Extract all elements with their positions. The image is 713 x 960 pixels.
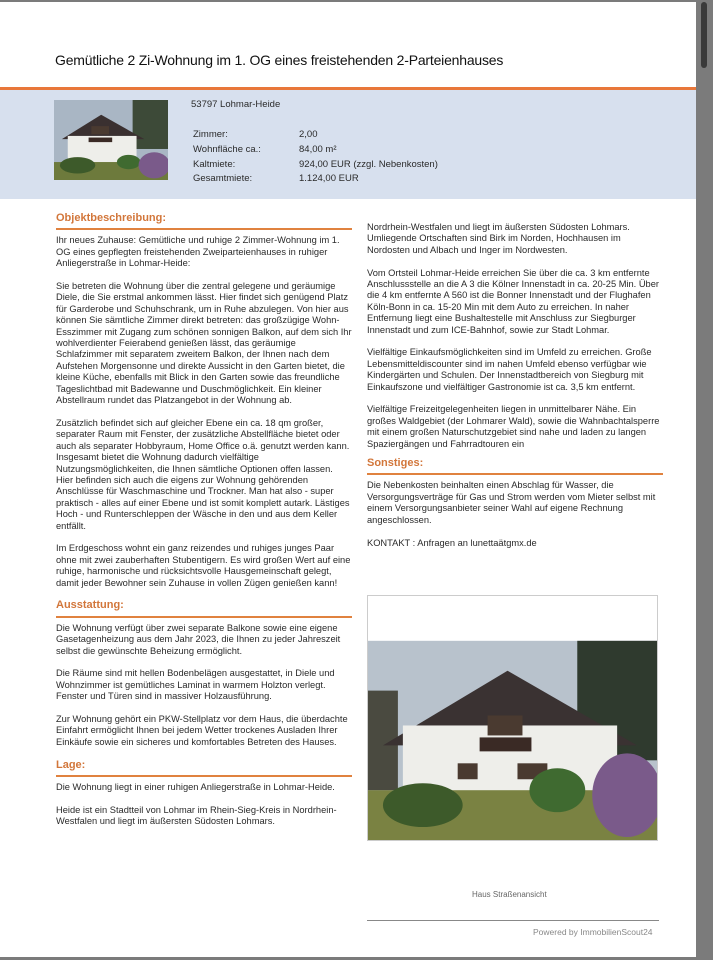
expose-page xyxy=(0,2,696,957)
paragraph: Nordrhein-Westfalen und liegt im äußersten Südosten Lohmars. Umliegende Ortschaften sind Birk im Norden, Hochhausen im Nordosten und Albach und Inger im Nordwesten. xyxy=(367,222,630,255)
fact-value: 1.124,00 EUR xyxy=(299,173,359,184)
footer-powered-by: Powered by ImmobilienScout24 xyxy=(533,927,653,937)
paragraph: Die Wohnung verfügt über zwei separate Balkone sowie eine eigene Gasetagenheizung aus dem Jahr 2023, die Ihnen zu jeder Jahreszeit selbst die gewünschte Beheizung ermöglicht. xyxy=(56,622,341,656)
paragraph: Heide ist ein Stadtteil von Lohmar im Rhein-Sieg-Kreis in Nordrhein-Westfalen und liegt im äußersten Südosten Lohmars. xyxy=(56,804,337,827)
fact-row xyxy=(193,144,337,155)
paragraph: Zusätzlich befindet sich auf gleicher Ebene ein ca. 18 qm großer, separater Raum mit Fenster, der zusätzliche Abstellfläche bietet oder auch als separater Hobbyraum, Home Office o.ä. genutzt werden kann. Insgesamt bietet die Wohnung dadurch vielfältige Nutzungsmöglichkeiten, die Ihnen sämtliche Optionen offen lassen. Hier befinden sich auch die eigens zur Wohnung gehörenden Anschlüsse für Waschmaschine und Trockner. Man hat also - super praktisch - alles auf einer Ebene und ist somit komplett autark. Lästiges Hoch - und Runterschleppen der Wäsche in den und aus dem Keller entfällt. xyxy=(56,417,350,531)
fact-label: Gesamtmiete: xyxy=(193,173,253,184)
heading-lage: Lage: xyxy=(56,760,352,777)
paragraph: Vom Ortsteil Lohmar-Heide erreichen Sie über die ca. 3 km entfernte Anschlussstelle an die A 3 die Kölner Innenstadt in ca. 20-25 Min. Über die 4 km entfernte A 560 ist die Bonner Innenstadt und der Flughafen Köln-Bonn in ca. 15-20 Min mit dem Auto zu erreichen. In naher Entfernung liegt eine Bushaltestelle mit Anschluss zur Siegburger Innenstadt und zum ICE-Bahnhof, sowie zur Stadt Lohmar. xyxy=(367,267,659,335)
fact-value: 924,00 EUR (zzgl. Nebenkosten) xyxy=(299,159,438,170)
heading-ausstattung: Ausstattung: xyxy=(56,600,352,617)
paragraph: Vielfältige Freizeitgelegenheiten liegen in unmittelbarer Nähe. Ein großes Waldgebiet (der Lohmarer Wald), sowie die Wahnbachtalsperre mit einem großen Naturschutzgebiet sind nahe und laden zu langen Spaziergängen und Fahrradtouren ein xyxy=(367,404,660,449)
paragraph: Vielfältige Einkaufsmöglichkeiten sind im Umfeld zu erreichen. Große Lebensmitteldiscounter sind im nahen Umfeld ebenso verfügbar wie Kindergärten und Schulen. Der Innenstadtbereich von Siegburg mit Einkaufszone und vielfältiger Gastronomie ist ca. 3,5 km entfernt. xyxy=(367,347,652,392)
fact-value: 84,00 m² xyxy=(299,144,337,155)
house-photo xyxy=(367,595,658,841)
fact-label: Wohnfläche ca.: xyxy=(193,144,261,155)
fact-label: Kaltmiete: xyxy=(193,159,236,170)
paragraph: Die Wohnung liegt in einer ruhigen Anliegerstraße in Lohmar-Heide. xyxy=(56,781,335,792)
paragraph: Im Erdgeschoss wohnt ein ganz reizendes und ruhiges junges Paar ohne mit zwei zauberhaften Stubentigern. Es wird großen Wert auf eine ruhige, harmonische und rücksichtsvolle Hausgemeinschaft gelegt, damit jeder Bewohner sein Zuhause in vollen Zügen genießen kann! xyxy=(56,543,351,588)
heading-sonstiges: Sonstiges: xyxy=(367,458,663,475)
right-column xyxy=(367,222,663,560)
heading-objektbeschreibung: Objektbeschreibung: xyxy=(56,213,352,230)
paragraph: Die Räume sind mit hellen Bodenbelägen ausgestattet, in Diele und Wohnzimmer ist gemütliches Laminat in warmem Holzton verlegt. Fenster und Türen sind in massiver Holzausführung. xyxy=(56,668,335,702)
fact-row xyxy=(193,173,359,184)
address: 53797 Lohmar-Heide xyxy=(191,99,281,110)
paragraph: Zur Wohnung gehört ein PKW-Stellplatz vor dem Haus, die überdachte Einfahrt ermöglicht Ihnen bei jedem Wetter trockenes Ausladen Ihrer Einkäufe sowie ein sicheres und komfortables Betreten des Hauses. xyxy=(56,713,348,747)
contact-text: KONTAKT : Anfragen an lunettaätgmx.de xyxy=(367,537,537,548)
divider xyxy=(367,920,659,921)
page-title: Gemütliche 2 Zi-Wohnung im 1. OG eines freistehenden 2-Parteienhauses xyxy=(55,52,504,68)
fact-row xyxy=(193,159,438,170)
house-thumbnail xyxy=(54,100,168,180)
photo-caption: Haus Straßenansicht xyxy=(472,890,547,899)
fact-row xyxy=(193,129,318,140)
scrollbar-thumb[interactable] xyxy=(701,2,707,68)
paragraph: Sie betreten die Wohnung über die zentral gelegene und geräumige Diele, die Sie erstmal ankommen lässt. Hier findet sich genügend Platz für Garderobe und Schuhschrank, um in Ruhe abzulegen. Von hier aus können Sie sämtliche Zimmer direkt betreten: das großzügige Wohn-Esszimmer mit Zugang zum schönen sonnigen Balkon, auf dem sich Ihr wohlverdienter Feierabend genießen lässt, das geräumige Schlafzimmer mit separatem zweitem Balkon, der Ihnen nach dem Aufstehen Morgensonne und direkte Aussicht in den Garten bietet, die kleine Küche, ebenfalls mit Blick in den Garten sowie das freundliche Tageslichtbad mit Badewanne und Duschmöglichkeit. Ein kleiner Abstellraum rundet das Platzangebot in der Wohnung ab. xyxy=(56,281,352,406)
fact-label: Zimmer: xyxy=(193,129,228,140)
paragraph: Ihr neues Zuhause: Gemütliche und ruhige 2 Zimmer-Wohnung im 1. OG eines gepflegten freistehenden Zweiparteienhauses in ruhiger Anliegerstraße in Lohmar-Heide: xyxy=(56,235,340,269)
fact-value: 2,00 xyxy=(299,129,318,140)
paragraph: Die Nebenkosten beinhalten einen Abschlag für Wasser, die Versorgungsverträge für Gas und Strom werden vom Mieter selbst mit einem Versorgungsanbieter seiner Wahl auf eigene Rechnung angeschlossen. xyxy=(367,480,656,525)
left-column xyxy=(56,205,352,839)
